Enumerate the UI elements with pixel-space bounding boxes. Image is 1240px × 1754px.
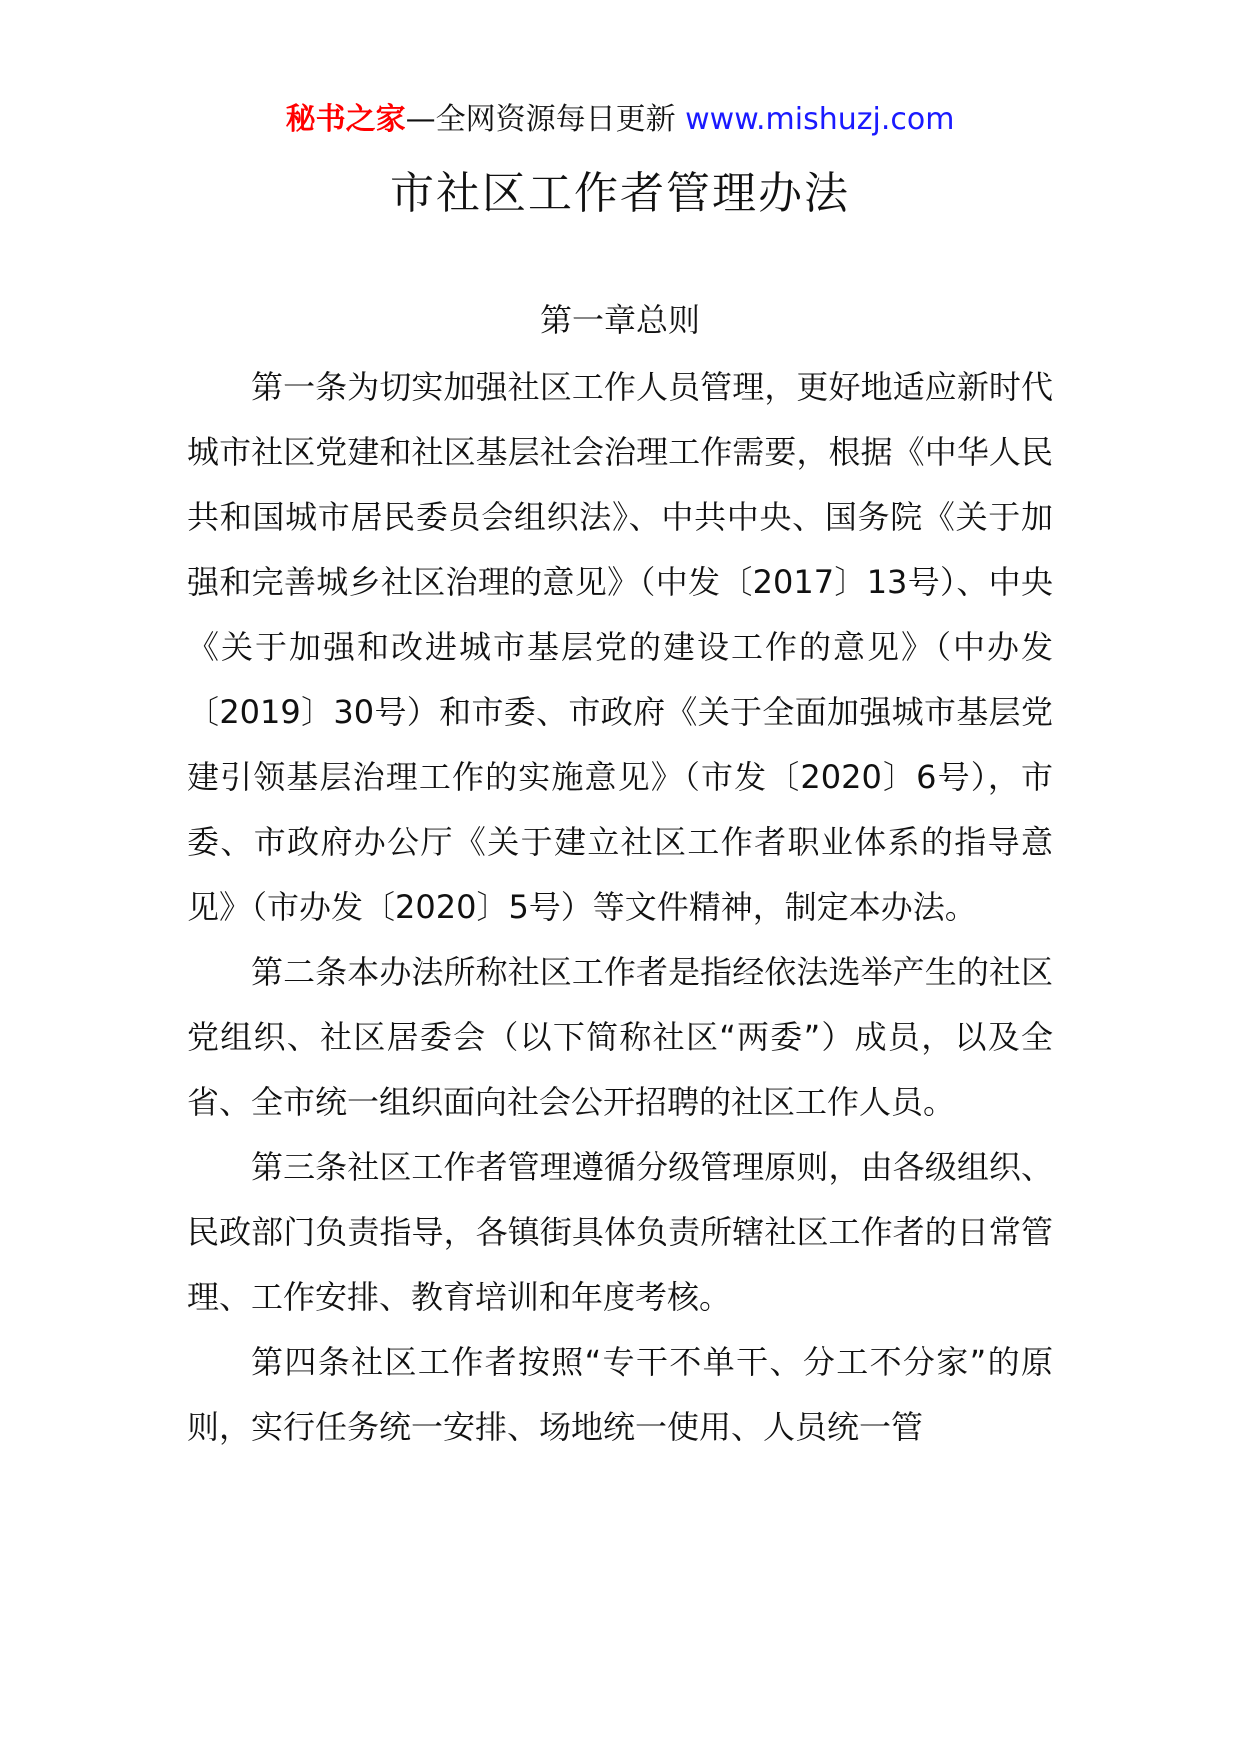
site-header [0, 98, 1240, 142]
article-paragraph-2: 第二条本办法所称社区工作者是指经依法选举产生的社区党组织、社区居委会（以下简称社区“两委”）成员，以及全省、全市统一组织面向社会公开招聘的社区工作人员。 [187, 953, 1053, 1121]
site-tagline: —全网资源每日更新 [405, 102, 686, 137]
article-paragraph-3: 第三条社区工作者管理遵循分级管理原则，由各级组织、民政部门负责指导，各镇街具体负责所辖社区工作者的日常管理、工作安排、教育培训和年度考核。 [187, 1148, 1053, 1316]
document-body [187, 355, 1053, 1460]
article-paragraph-1: 第一条为切实加强社区工作人员管理，更好地适应新时代城市社区党建和社区基层社会治理工作需要，根据《中华人民共和国城市居民委员会组织法》、中共中央、国务院《关于加强和完善城乡社区治理的意见》（中发〔2017〕13号）、中央《关于加强和改进城市基层党的建设工作的意见》（中办发〔2019〕30号）和市委、市政府《关于全面加强城市基层党建引领基层治理工作的实施意见》（市发〔2020〕6号），市委、市政府办公厅《关于建立社区工作者职业体系的指导意见》（市办发〔2020〕5号）等文件精神，制定本办法。 [187, 368, 1053, 926]
article-paragraph-4: 第四条社区工作者按照“专干不单干、分工不分家”的原则，实行任务统一安排、场地统一使用、人员统一管 [187, 1343, 1053, 1446]
chapter-heading: 第一章总则 [539, 301, 700, 339]
site-url-link[interactable]: www.mishuzj.com [685, 102, 955, 137]
site-brand: 秘书之家 [285, 102, 406, 137]
document-title: 市社区工作者管理办法 [390, 168, 850, 219]
